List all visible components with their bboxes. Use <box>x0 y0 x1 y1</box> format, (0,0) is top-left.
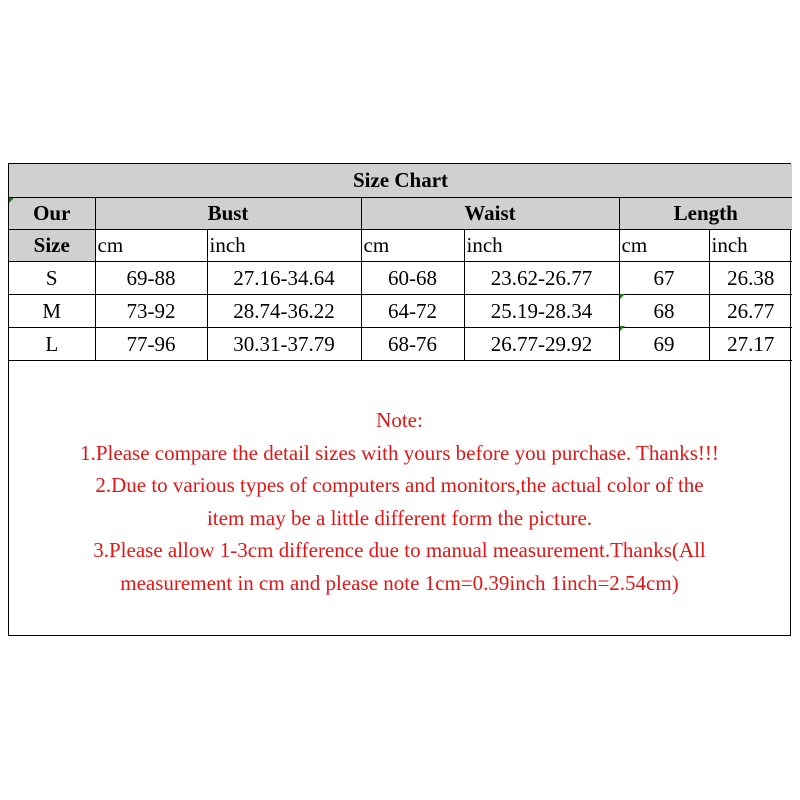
unit-cell: inch <box>464 230 619 262</box>
table-cell: 69 <box>619 328 709 361</box>
note-block <box>9 404 790 599</box>
note-heading: Note: <box>376 408 423 432</box>
header-row <box>9 198 792 230</box>
table-cell: 69-88 <box>95 262 207 295</box>
bust-header: Bust <box>95 198 361 230</box>
table-cell: 23.62-26.77 <box>464 262 619 295</box>
table-row <box>9 262 792 295</box>
size-cell: L <box>9 328 95 361</box>
table-cell: 68 <box>619 295 709 328</box>
corner-marker-icon <box>9 198 14 203</box>
note-line: 3.Please allow 1-3cm difference due to manual measurement.Thanks(All <box>93 538 706 562</box>
size-chart <box>8 163 791 636</box>
unit-row <box>9 230 792 262</box>
note-line: measurement in cm and please note 1cm=0.39inch 1inch=2.54cm) <box>120 570 679 595</box>
size-cell: S <box>9 262 95 295</box>
note-line: item may be a little different form the picture. <box>206 505 593 530</box>
table-row <box>9 295 792 328</box>
unit-cell: cm <box>619 230 709 262</box>
table-row <box>9 328 792 361</box>
corner-marker-icon <box>620 326 625 331</box>
corner-marker-icon <box>620 294 625 299</box>
note-line: 2.Due to various types of computers and monitors,the actual color of the <box>95 473 704 497</box>
table-cell: 64-72 <box>361 295 464 328</box>
chart-title: Size Chart <box>9 164 792 198</box>
waist-header: Waist <box>361 198 619 230</box>
table-cell: 60-68 <box>361 262 464 295</box>
size-label: Size <box>9 230 95 262</box>
table-cell: 68-76 <box>361 328 464 361</box>
size-table <box>9 164 792 361</box>
length-header: Length <box>619 198 792 230</box>
title-row <box>9 164 792 198</box>
note-line: 1.Please compare the detail sizes with yours before you purchase. Thanks!!! <box>80 440 719 465</box>
table-cell: 26.77-29.92 <box>464 328 619 361</box>
table-cell: 30.31-37.79 <box>207 328 361 361</box>
unit-cell: inch <box>207 230 361 262</box>
table-cell: 73-92 <box>95 295 207 328</box>
table-cell: 27.16-34.64 <box>207 262 361 295</box>
unit-cell: inch <box>709 230 792 262</box>
our-size-label: Our <box>9 198 95 230</box>
table-cell: 27.17 <box>709 328 792 361</box>
table-cell: 26.38 <box>709 262 792 295</box>
table-cell: 25.19-28.34 <box>464 295 619 328</box>
unit-cell: cm <box>361 230 464 262</box>
table-cell: 67 <box>619 262 709 295</box>
size-cell: M <box>9 295 95 328</box>
table-cell: 77-96 <box>95 328 207 361</box>
table-cell: 28.74-36.22 <box>207 295 361 328</box>
table-cell: 26.77 <box>709 295 792 328</box>
unit-cell: cm <box>95 230 207 262</box>
